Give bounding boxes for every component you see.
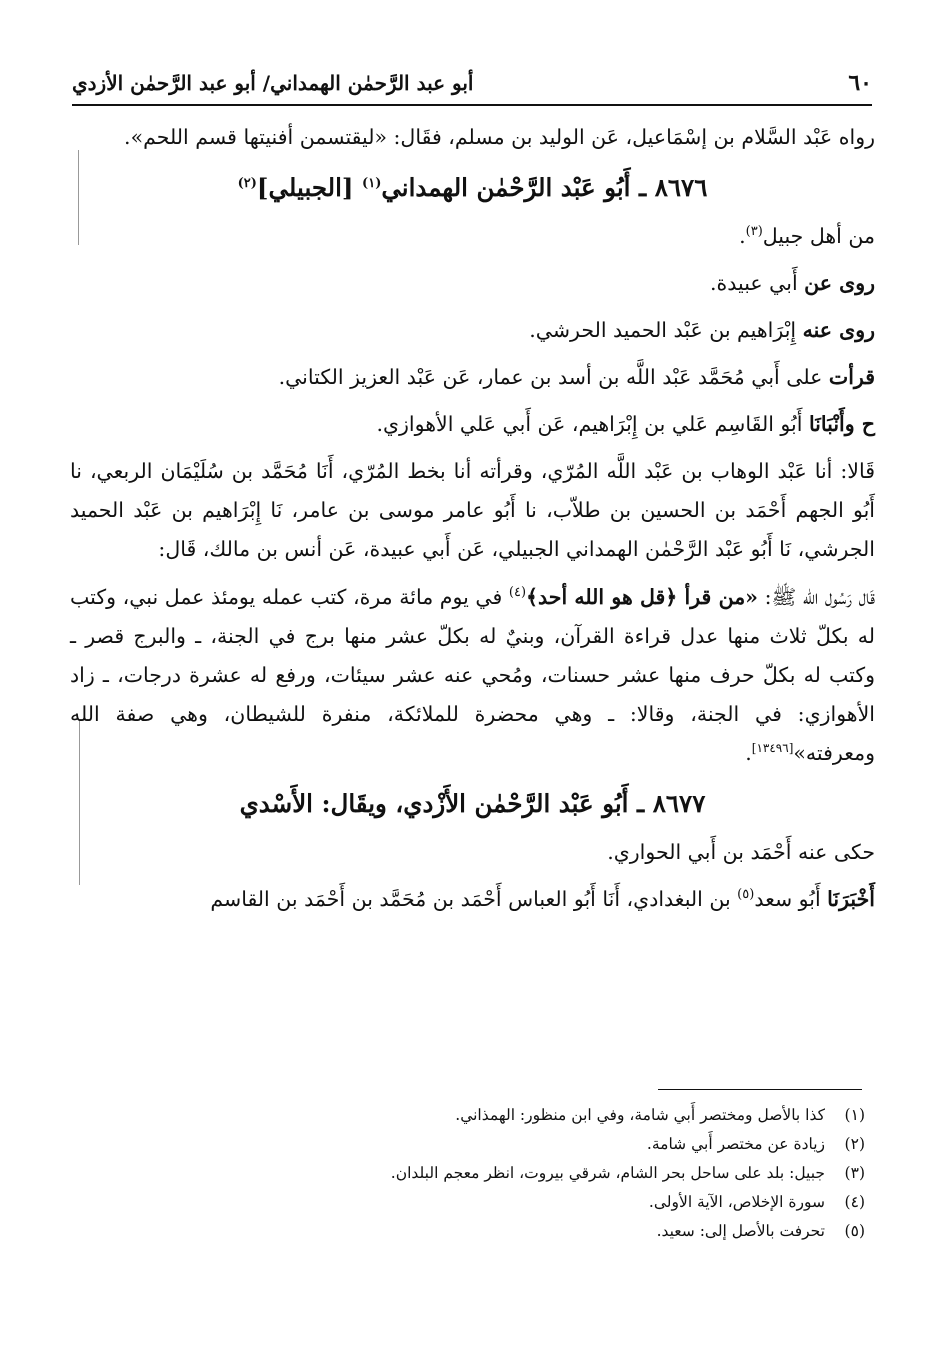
text-line xyxy=(70,405,875,444)
line-text: أَبُو سعد xyxy=(754,887,828,911)
paragraph: قَالا: أنا عَبْد الوهاب بن عَبْد اللَّه المُرّي، وقرأته أنا بخط المُرّي، أَنَا مُحَمَّد بن سُلَيْمَان الربعي، نا أَبُو الجهم أَحْمَد بن الحسين بن طلاّب، نا أَبُو عامر موسى بن عامر، نَا إِبْرَاهيم بن عَبْد الحميد الجرشي، نَا أَبُو عَبْد الرَّحْمٰن الهمداني الجبيلي، عَن أَبي عبيدة، عَن أنس بن مالك، قَال: xyxy=(70,459,875,561)
line-text: . xyxy=(739,224,746,248)
text-line xyxy=(70,311,875,350)
footnote xyxy=(70,1159,875,1188)
footnote xyxy=(70,1101,875,1130)
entry-heading-8676 xyxy=(70,167,875,209)
footnote-text: كذا بالأصل ومختصر أَبي شامة، وفي ابن منظور: الهمذاني. xyxy=(455,1106,825,1124)
footnote-text: سورة الإخلاص، الآية الأولى. xyxy=(648,1193,825,1211)
footnote xyxy=(70,1188,875,1217)
running-title: أبو عبد الرَّحمٰن الهمداني/ أبو عبد الرَّحمٰن الأزدي xyxy=(72,71,474,95)
line-text: أَبُو القَاسِم عَلي بن إِبْرَاهيم، عَن أَبي عَلي الأهوازي. xyxy=(376,412,809,436)
hadith-quote: «من قرأ ﴿قل هو الله أحد﴾ xyxy=(526,585,758,609)
header-rule xyxy=(72,104,872,106)
footnote-text: جبيل: بلد على ساحل بحر الشام، شرقي بيروت، انظر معجم البلدان. xyxy=(390,1164,825,1182)
main-text xyxy=(70,118,875,927)
footnote-number: (٥) xyxy=(844,1222,865,1240)
footnote-ref[interactable]: (١) xyxy=(362,175,382,191)
entry-heading-bracket: [الجبيلي] xyxy=(256,173,363,202)
footnote xyxy=(70,1217,875,1246)
text-line xyxy=(70,358,875,397)
hadith-end: . xyxy=(745,741,752,765)
paragraph: رواه عَبْد السَّلام بن إسْمَاعيل، عَن الوليد بن مسلم، فقَال: «ليقتسمن أفنيتها قسم اللحم». xyxy=(124,125,875,149)
footnote-number: (٢) xyxy=(844,1135,865,1153)
hadith-paragraph xyxy=(70,578,875,773)
footnote-number: (٣) xyxy=(844,1164,865,1182)
line-text: بن البغدادي، أَنَا أَبُو العباس أَحْمَد بن مُحَمَّد بن أَحْمَد بن القاسم xyxy=(210,887,738,911)
entry-heading-8677: ٨٦٧٧ ـ أَبُو عَبْد الرَّحْمٰن الأَزْدي، ويقَال: الأَسْدي xyxy=(239,789,706,818)
line-label: روى عنه xyxy=(802,318,875,342)
hadith-intro: قَال رَسُول الله ﷺ: xyxy=(758,585,875,609)
page-number: ٦٠ xyxy=(848,70,872,96)
text-line: حكى عنه أَحْمَد بن أَبي الحواري. xyxy=(607,840,875,864)
hadith-number: [١٣٤٩٦] xyxy=(751,741,794,756)
line-label: ح وأَنْبَانَا xyxy=(808,412,875,436)
footnote-number: (٤) xyxy=(844,1193,865,1211)
footnote-number: (١) xyxy=(844,1106,865,1124)
entry-heading-title: ٨٦٧٦ ـ أَبُو عَبْد الرَّحْمٰن الهمداني xyxy=(381,173,708,202)
footnote-text: تحرفت بالأصل إلى: سعيد. xyxy=(656,1222,825,1240)
line-text: إِبْرَاهيم بن عَبْد الحميد الحرشي. xyxy=(529,318,803,342)
footnote-text: زيادة عن مختصر أَبي شامة. xyxy=(646,1135,825,1153)
hadith-text: في يوم مائة مرة، كتب عمله يومئذ عمل نبي، وكتب له بكلّ ثلاث منها عدل قراءة القرآن، وبنيٌ له بكلّ عشر منها برج في الجنة، ـ والبرج قصر ـ وكتب له بكلّ حرف منها عشر حسنات، ومُحي عنه عشر سيئات، ورفع له عشرة درجات، ـ زاد الأهوازي: في الجنة، وقالا: ـ وهي محضرة للملائكة، منفرة للشيطان، وهي صفة الله ومعرفته» xyxy=(70,585,875,765)
line-label: أَخْبَرَنَا xyxy=(827,887,875,911)
line-label: روى عن xyxy=(804,271,875,295)
text-line xyxy=(70,880,875,919)
footnote-ref[interactable]: (٤) xyxy=(508,585,527,601)
footnote-ref[interactable]: (٣) xyxy=(745,224,763,240)
footnotes xyxy=(70,1101,875,1246)
line-text: على أَبي مُحَمَّد عَبْد اللَّه بن أسد بن عمار، عَن عَبْد العزيز الكتاني. xyxy=(278,365,829,389)
footnote-ref[interactable]: (٢) xyxy=(237,175,257,191)
footnote xyxy=(70,1130,875,1159)
line-text: أَبي عبيدة. xyxy=(710,271,805,295)
footnote-rule xyxy=(658,1089,862,1090)
footnote-ref[interactable]: (٥) xyxy=(737,887,755,903)
running-header xyxy=(72,66,872,100)
line-text: من أهل جبيل xyxy=(762,224,875,248)
line-label: قرأت xyxy=(828,365,875,389)
text-line xyxy=(70,264,875,303)
text-line xyxy=(70,217,875,256)
